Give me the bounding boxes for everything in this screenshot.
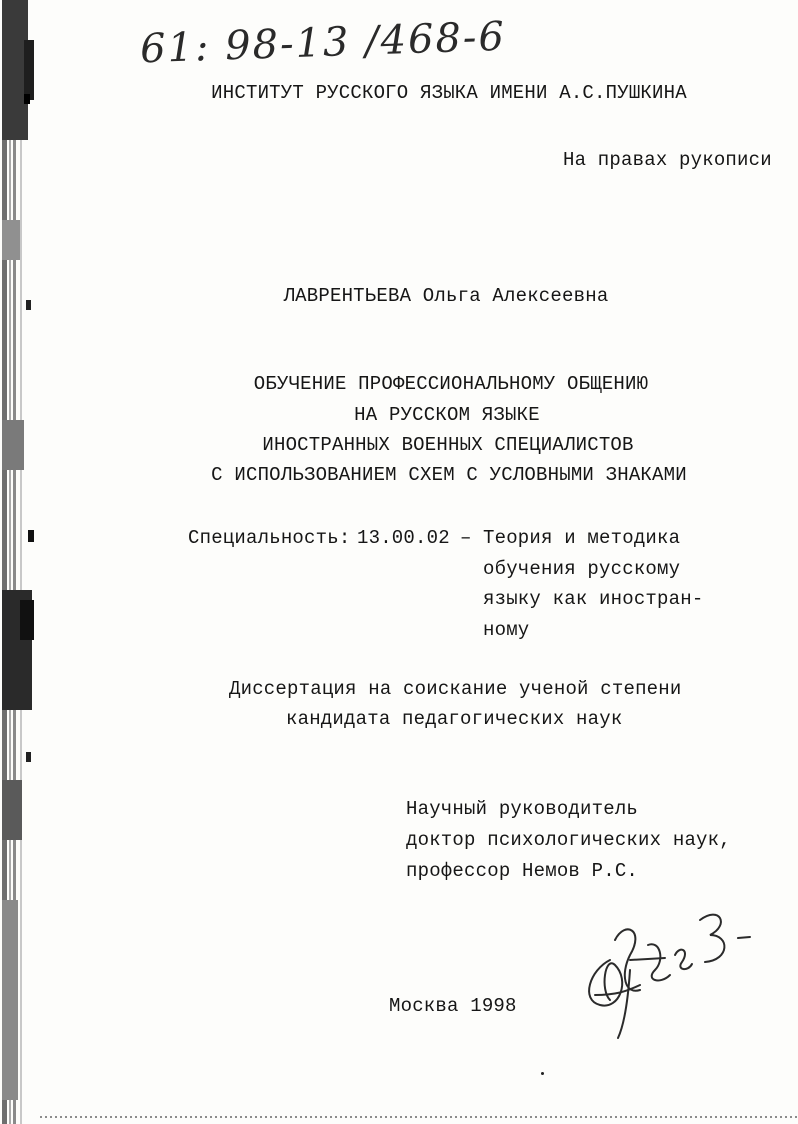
specialty-dash: –	[460, 527, 472, 549]
title-line: ОБУЧЕНИЕ ПРОФЕССИОНАЛЬНОМУ ОБЩЕНИЮ	[253, 373, 649, 395]
institute-name: ИНСТИТУТ РУССКОГО ЯЗЫКА ИМЕНИ А.С.ПУШКИНА	[211, 82, 687, 104]
scan-speck	[541, 1072, 544, 1075]
author-name: ЛАВРЕНТЬЕВА Ольга Алексеевна	[283, 285, 609, 307]
title-line: НА РУССКОМ ЯЗЫКЕ	[354, 404, 540, 426]
specialty-name-line: обучения русскому	[483, 558, 681, 580]
supervisor-line: доктор психологических наук,	[406, 829, 731, 851]
specialty-name-line: Теория и методика	[483, 527, 681, 549]
degree-line: Диссертация на соискание ученой степени	[229, 678, 682, 700]
specialty-label: Специальность:	[188, 527, 351, 549]
title-line: ИНОСТРАННЫХ ВОЕННЫХ СПЕЦИАЛИСТОВ	[262, 434, 634, 456]
city-year: Москва 1998	[389, 995, 517, 1017]
signature-mark	[570, 900, 760, 1040]
scan-binding-edge	[0, 0, 46, 1124]
degree-line: кандидата педагогических наук	[286, 708, 623, 730]
rights-note: На правах рукописи	[563, 149, 772, 171]
specialty-code: 13.00.02	[357, 527, 450, 549]
archive-code-handwritten: 61: 98-13 /468-6	[139, 13, 507, 73]
specialty-name-line: языку как иностран-	[483, 588, 704, 610]
supervisor-line: профессор Немов Р.С.	[406, 860, 639, 882]
scan-bottom-edge	[40, 1116, 798, 1118]
specialty-name-line: ному	[483, 619, 530, 641]
title-line: С ИСПОЛЬЗОВАНИЕМ СХЕМ С УСЛОВНЫМИ ЗНАКАМИ	[211, 464, 687, 486]
supervisor-line: Научный руководитель	[406, 798, 639, 820]
